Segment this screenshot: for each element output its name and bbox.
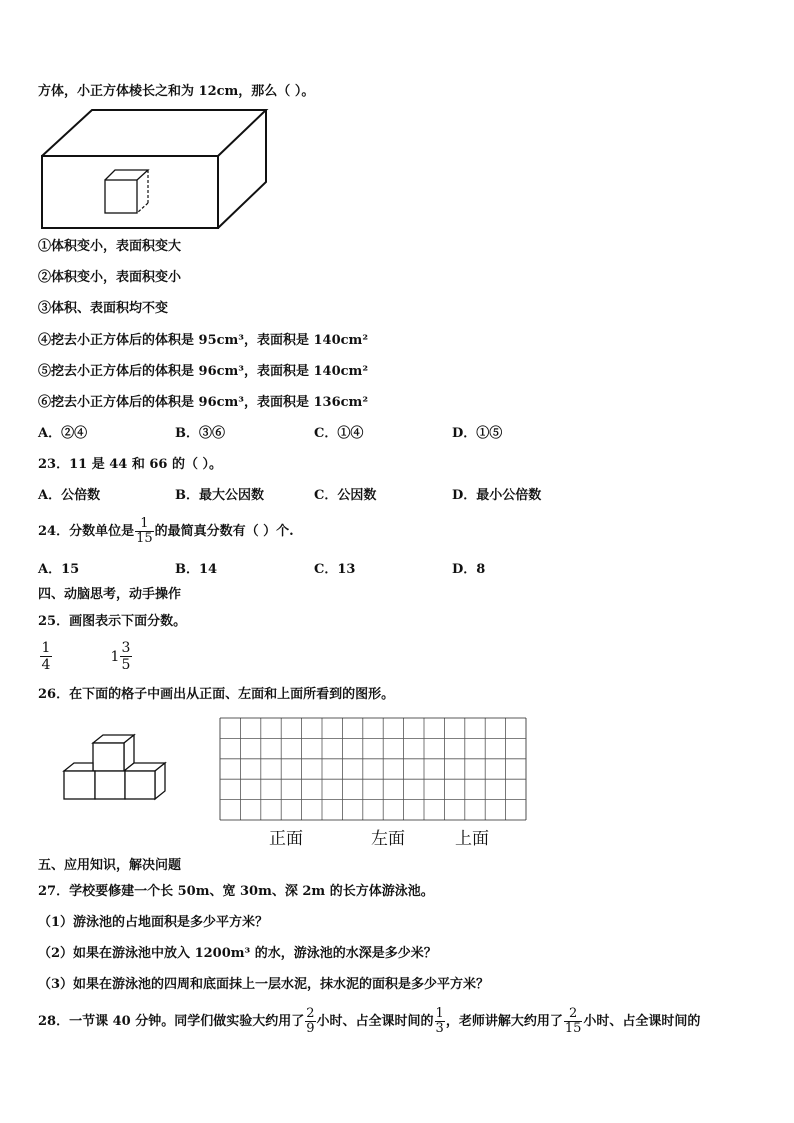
section-5-heading: 五、应用知识，解决问题 (38, 858, 182, 873)
q28-fraction-1 (305, 1007, 315, 1036)
q28-f1-den: 9 (306, 1021, 315, 1036)
q24-choice-d: D．8 (452, 562, 486, 577)
q25-fraction-1 (40, 640, 52, 673)
q28-f2-num: 1 (435, 1006, 444, 1021)
q25-f1-den: 4 (41, 657, 51, 673)
q22-choice-b: B．③⑥ (175, 426, 225, 441)
cuboid-figure (38, 106, 278, 231)
q24-choice-c: C．13 (314, 562, 356, 577)
q28-part-4: 小时、占全课时间的 (583, 1014, 701, 1029)
q27-part-3: （3）如果在游泳池的四周和底面抹上一层水泥，抹水泥的面积是多少平方米？ (38, 977, 490, 992)
q26-stem: 26．在下面的格子中画出从正面、左面和上面所看到的图形。 (38, 687, 395, 702)
q24-choice-a: A．15 (38, 562, 80, 577)
q23-choice-a: A．公倍数 (38, 488, 101, 503)
grid-label-top: 上面 (455, 829, 489, 849)
q25-f2-den: 5 (121, 657, 131, 673)
q24-frac-den: 15 (136, 531, 153, 546)
q25-f2-whole: 1 (110, 649, 120, 665)
q22-option-5: ⑤挖去小正方体后的体积是 96cm³，表面积是 140cm² (38, 364, 369, 379)
q24-stem-after: 的最简真分数有（ ）个. (154, 524, 294, 539)
q23-choice-b: B．最大公因数 (175, 488, 264, 503)
q24-fraction (135, 517, 154, 546)
q25-fraction-2 (120, 640, 132, 673)
q28-f1-num: 2 (306, 1006, 315, 1021)
q27-stem: 27．学校要修建一个长 50m、宽 30m、深 2m 的长方体游泳池。 (38, 884, 434, 899)
section-4-heading: 四、动脑思考，动手操作 (38, 587, 182, 602)
q22-option-3: ③体积、表面积均不变 (38, 301, 169, 316)
q23-choice-d: D．最小公倍数 (452, 488, 542, 503)
q22-choice-a: A．②④ (38, 426, 88, 441)
q25-f1-num: 1 (41, 640, 51, 656)
q22-intro: 方体，小正方体棱长之和为 12cm，那么（ ）。 (38, 84, 315, 99)
q28-f3-num: 2 (568, 1006, 578, 1021)
q22-option-4: ④挖去小正方体后的体积是 95cm³，表面积是 140cm² (38, 333, 369, 348)
q22-option-6: ⑥挖去小正方体后的体积是 96cm³，表面积是 136cm² (38, 395, 369, 410)
q24-choice-b: B．14 (175, 562, 218, 577)
q28-f3-den: 15 (564, 1021, 582, 1036)
q22-choice-c: C．①④ (314, 426, 364, 441)
q27-part-1: （1）游泳池的占地面积是多少平方米？ (38, 915, 269, 930)
grid-label-front: 正面 (269, 829, 303, 849)
q28-part-1: 28．一节课 40 分钟。同学们做实验大约用了 (38, 1014, 305, 1029)
q22-option-1: ①体积变小，表面积变大 (38, 239, 182, 254)
q24-frac-num: 1 (140, 516, 149, 531)
cubes-figure (62, 733, 172, 803)
answer-grid (218, 716, 528, 822)
grid-label-left: 左面 (371, 829, 405, 849)
q22-choice-d: D．①⑤ (452, 426, 503, 441)
q28-fraction-2 (435, 1007, 445, 1036)
q25-stem: 25．画图表示下面分数。 (38, 614, 187, 629)
q28-stem (38, 1007, 700, 1037)
q25-f2-num: 3 (121, 640, 131, 656)
q23-choice-c: C．公因数 (314, 488, 377, 503)
q22-option-2: ②体积变小，表面积变小 (38, 270, 182, 285)
q24-stem-before: 24．分数单位是 (38, 524, 135, 539)
q23-stem: 23．11 是 44 和 66 的（ ）。 (38, 457, 223, 472)
q28-part-3: ，老师讲解大约用了 (445, 1014, 563, 1029)
q28-part-2: 小时、占全课时间的 (316, 1014, 434, 1029)
q28-f2-den: 3 (435, 1021, 444, 1036)
q24-stem (38, 517, 294, 547)
q27-part-2: （2）如果在游泳池中放入 1200m³ 的水，游泳池的水深是多少米？ (38, 946, 437, 961)
q28-fraction-3 (564, 1007, 583, 1036)
